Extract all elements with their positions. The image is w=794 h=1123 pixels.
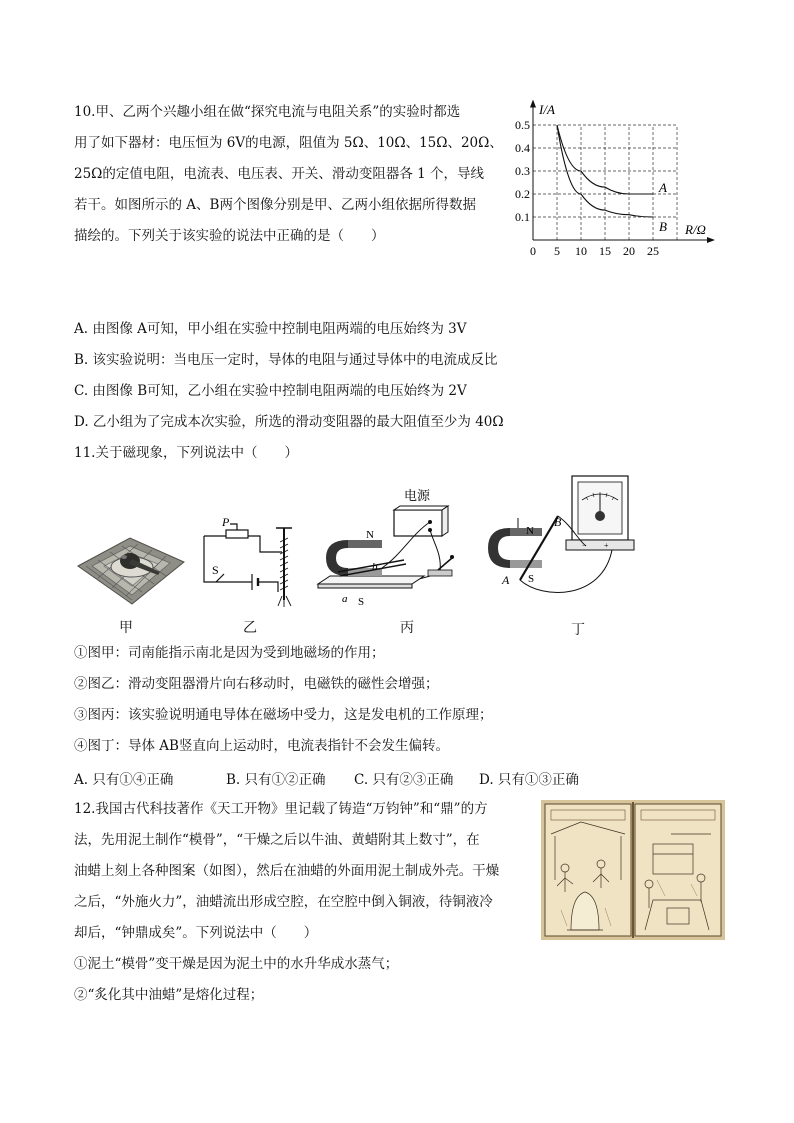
- q12-statement-1: ①泥土“模骨”变干燥是因为泥土中的水升华成水蒸气；: [74, 956, 399, 972]
- x-axis-arrow: [707, 237, 715, 243]
- ding-label-b: B: [554, 515, 562, 529]
- q10-option-b: B. 该实验说明：当电压一定时，导体的电阻与通过导体中的电流成反比: [74, 352, 498, 368]
- q11-choice-b: B. 只有①②正确: [226, 772, 326, 788]
- yi-label-s: S: [212, 563, 219, 577]
- svg-text:−: −: [582, 541, 587, 550]
- q11-choices: [74, 768, 579, 788]
- y-tick-label: 0.4: [515, 141, 530, 155]
- q11-statement-3: ③图丙：该实验说明通电导体在磁场中受力，这是发电机的工作原理；: [74, 707, 493, 723]
- svg-text:+: +: [604, 541, 609, 550]
- q11-statement-1: ①图甲：司南能指示南北是因为受到地磁场的作用；: [74, 645, 385, 661]
- q12-line-5: 却后，“钟鼎成矣”。下列说法中（ ）: [74, 925, 318, 941]
- chart-grid: [533, 125, 677, 240]
- caption-bing: 丙: [400, 620, 414, 636]
- caption-jia: 甲: [119, 620, 133, 636]
- q12-line-4: 之后，“外施火力”，油蜡流出形成空腔，在空腔中倒入铜液，待铜液冷: [74, 894, 493, 910]
- y-axis-arrow: [530, 100, 536, 108]
- x-tick-label: 25: [647, 244, 659, 258]
- figure-bing-motor-experiment: [312, 484, 472, 612]
- q11-choice-d: D. 只有①③正确: [479, 772, 579, 788]
- y-tick-label: 0.2: [515, 187, 530, 201]
- figure-jia-compass: [72, 522, 188, 610]
- y-tick-label: 0.3: [515, 164, 530, 178]
- q10-option-a: A. 由图像 A可知，甲小组在实验中控制电阻两端的电压始终为 3V: [74, 321, 467, 337]
- chart-ticks: [515, 118, 659, 258]
- q10-line-1: 10.甲、乙两个兴趣小组在做“探究电流与电阻关系”的实验时都选: [74, 104, 461, 120]
- q10-option-d: D. 乙小组为了完成本次实验，所选的滑动变阻器的最大阻值至少为 40Ω: [74, 414, 504, 430]
- figure-ding-induction-experiment: [482, 470, 652, 612]
- ding-label-s: S: [528, 573, 535, 585]
- ding-label-n: N: [526, 525, 534, 537]
- y-axis-label: I/A: [539, 102, 555, 117]
- q12-line-3: 油蜡上刻上各种图案（如图），然后在油蜡的外面用泥土制成外壳。干燥: [74, 863, 500, 879]
- bing-label-a: a: [342, 593, 348, 605]
- chart-axes: [530, 100, 715, 243]
- ding-label-a: A: [502, 573, 510, 587]
- y-tick-label: 0.1: [515, 210, 530, 224]
- y-tick-label: 0.5: [515, 118, 530, 132]
- caption-yi: 乙: [243, 620, 257, 636]
- bing-label-power: 电源: [404, 488, 431, 503]
- q10-option-c: C. 由图像 B可知，乙小组在实验中控制电阻两端的电压始终为 2V: [74, 383, 467, 399]
- q11-statement-4: ④图丁：导体 AB竖直向上运动时，电流表指针不会发生偏转。: [74, 738, 449, 754]
- bing-label-b: b: [372, 561, 378, 573]
- bing-label-s: S: [358, 596, 365, 608]
- q10-line-2: 用了如下器材：电压恒为 6V的电源，阻值为 5Ω、10Ω、15Ω、20Ω、: [74, 135, 503, 151]
- q12-line-1: 12.我国古代科技著作《天工开物》里记载了铸造“万钧钟”和“鼎”的方: [74, 801, 488, 817]
- caption-ding: 丁: [571, 622, 585, 638]
- q10-line-5: 描绘的。下列关于该实验的说法中正确的是（ ）: [74, 228, 385, 244]
- yi-label-p: P: [222, 515, 230, 529]
- x-tick-label: 20: [623, 244, 635, 258]
- x-tick-label: 5: [554, 244, 560, 258]
- tiangong-kaiwu-illustration: [541, 800, 725, 940]
- current-resistance-chart: [505, 100, 735, 262]
- series-label-b: B: [659, 219, 667, 234]
- q10-line-4: 若干。如图所示的 A、B两个图像分别是甲、乙两小组依据所得数据: [74, 197, 476, 213]
- x-tick-label: 0: [530, 244, 536, 258]
- q12-line-2: 法，先用泥土制作“模骨”，“干燥之后以牛油、黄蜡附其上数寸”，在: [74, 832, 480, 848]
- x-tick-label: 10: [575, 244, 587, 258]
- x-axis-label: R/Ω: [685, 222, 706, 237]
- q11-stem: 11.关于磁现象，下列说法中（ ）: [74, 445, 298, 461]
- series-label-a: A: [659, 180, 667, 195]
- q11-statement-2: ②图乙：滑动变阻器滑片向右移动时，电磁铁的磁性会增强；: [74, 676, 439, 692]
- x-tick-label: 15: [599, 244, 611, 258]
- bing-label-n: N: [366, 529, 374, 541]
- q12-statement-2: ②“炙化其中油蜡”是熔化过程；: [74, 987, 264, 1003]
- q11-choice-c: C. 只有②③正确: [354, 772, 454, 788]
- q11-choice-a: A. 只有①④正确: [74, 772, 174, 788]
- figure-yi-electromagnet-circuit: [196, 512, 306, 608]
- chart-series: [557, 125, 667, 234]
- q10-line-3: 25Ω的定值电阻，电流表、电压表、开关、滑动变阻器各 1 个，导线: [74, 166, 485, 182]
